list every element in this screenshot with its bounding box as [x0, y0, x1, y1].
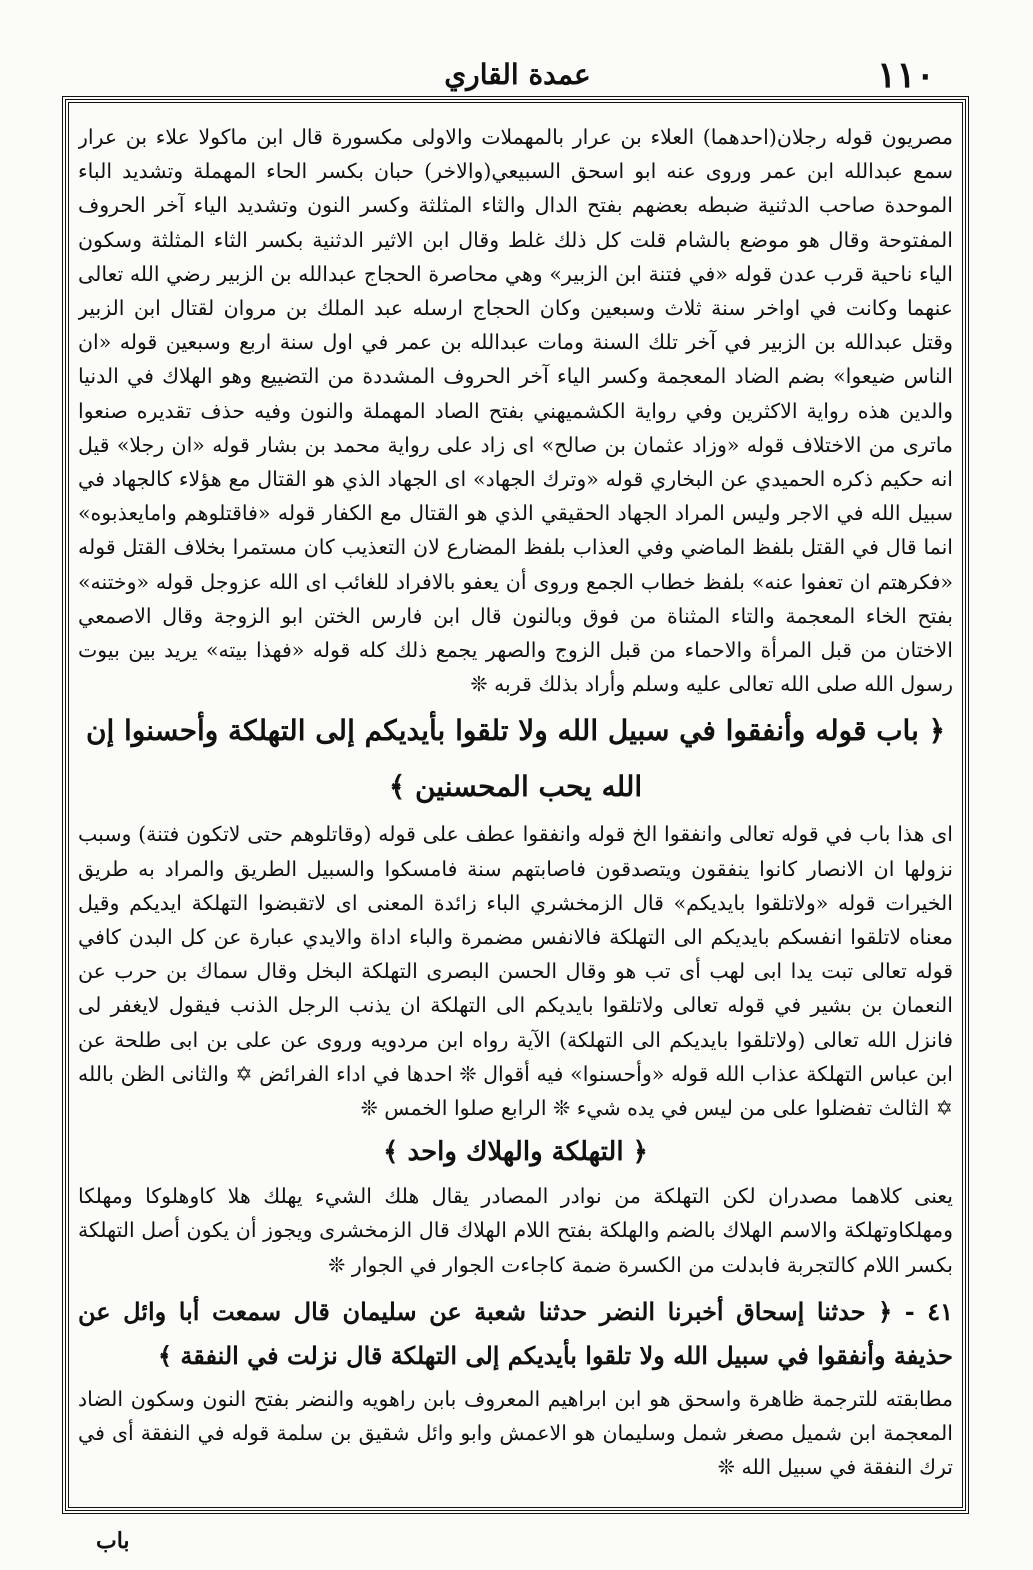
running-title: عمدة القاري	[444, 58, 591, 91]
chapter-heading: ﴿ باب قوله وأنفقوا في سبيل الله ولا تلقوا بأيديكم إلى التهلكة وأحسنوا إن الله يحب المحسنين ﴾	[85, 714, 946, 804]
catchword: باب	[96, 1528, 130, 1554]
page-body	[78, 120, 953, 1500]
commentary-paragraph-1: مصريون قوله رجلان(احدهما) العلاء بن عرار بالمهملات والاولى مكسورة قال ابن ماكولا علاء بن عرار سمع عبدالله ابن عمر وروى عنه ابو اسحق السبيعي(والاخر) حبان بكسر الحاء المهملة وتشديد الباء الموحدة صاحب الدثنية ضبطه بعضهم بفتح الدال والثاء المثلثة وكسر النون وتشديد الياء آخر الحروف المفتوحة وقال هو موضع بالشام قلت كل ذلك غلط وقال ابن الاثير الدثنية بكسر الثاء المثلثة وسكون الياء ناحية قرب عدن قوله «في فتنة ابن الزبير» وهي محاصرة الحجاج عبدالله بن الزبير رضي الله تعالى عنهما وكانت في اواخر سنة ثلاث وسبعين وكان الحجاج ارسله عبد الملك بن مروان لقتال ابن الزبير وقتل عبدالله بن الزبير في آخر تلك السنة ومات عبدالله بن عمر في اول سنة اربع وسبعين قوله «ان الناس ضيعوا» بضم الضاد المعجمة وكسر الياء آخر الحروف المشددة من التضييع وهو الهلاك في الدنيا والدين هذه رواية الاكثرين وفي رواية الكشميهني بفتح الصاد المهملة والنون وفيه حذف تقديره صنعوا ماترى من الاختلاف قوله «وزاد عثمان بن صالح» اى زاد على رواية محمد بن بشار قوله «ان رجلا» قيل انه حكيم ذكره الحميدي عن البخاري قوله «وترك الجهاد» اى الجهاد الذي هو القتال مع هؤلاء كالجهاد في سبيل الله في الاجر وليس المراد الجهاد الحقيقي الذي هو القتال مع الكفار قوله «فاقتلوهم وامايعذبوه» انما قال في القتل بلفظ الماضي وفي العذاب بلفظ المضارع لان التعذيب كان مستمرا بخلاف القتل قوله «فكرهتم ان تعفوا عنه» بلفظ خطاب الجمع وروى أن يعفو بالافراد للغائب اى الله عزوجل قوله «وختنه» بفتح الخاء المعجمة والتاء المثناة من فوق وبالنون قال ابن فارس الختن ابو الزوجة وقال الاصمعي الاختان من قبل المرأة والاحماء من قبل الزوج والصهر يجمع ذلك كله قوله «فهذا بيته» يريد بين بيوت رسول الله صلى الله تعالى عليه وسلم وأراد بذلك قربه ❊	[78, 125, 953, 697]
commentary-paragraph-3: يعنى كلاهما مصدران لكن التهلكة من نوادر المصادر يقال هلك الشيء يهلك هلا كاوهلوكا ومهلكا ومهلكاوتهلكة والاسم الهلاك بالضم والهلكة بفتح اللام الهلاك قال الزمخشرى ويجوز أن يكون أصل التهلكة بكسر اللام كالتجربة فابدلت من الكسرة ضمة كاجاءت الجوار في الجوار ❊	[78, 1184, 953, 1277]
commentary-paragraph-2: اى هذا باب في قوله تعالى وانفقوا الخ قوله وانفقوا عطف على قوله (وقاتلوهم حتى لاتكون فتنة) وسبب نزولها ان الانصار كانوا ينفقون ويتصدقون فاصابتهم سنة فامسكوا والسبيل الطريق والمراد به طريق الخيرات قوله «ولاتلقوا بايديكم» قال الزمخشري الباء زائدة المعنى اى لاتقبضوا التهلكة ايديكم وقيل معناه لاتلقوا انفسكم بايديكم الى التهلكة فالانفس مضمرة والباء اداة والايدي عبارة عن كل البدن كافي قوله تعالى تبت يدا ابى لهب أى تب هو وقال الحسن البصرى التهلكة البخل وقال سماك بن حرب عن النعمان بن بشير في قوله تعالى ولاتلقوا بايديكم الى التهلكة ان يذنب الرجل الذنب فيقول لايغفر لى فانزل الله تعالى (ولاتلقوا بايديكم الى التهلكة) الآية رواه ابن مردويه وروى عن على بن ابى طلحة عن ابن عباس التهلكة عذاب الله قوله «وأحسنوا» فيه أقوال ❊ احدها في اداء الفرائض ✡ والثانى الظن بالله ✡ الثالث تفضلوا على من ليس في يده شيء ❊ الرابع صلوا الخمس ❊	[78, 822, 953, 1121]
page-number: ١١٠	[876, 54, 935, 96]
sub-heading: ﴿ التهلكة والهلاك واحد ﴾	[383, 1137, 648, 1168]
commentary-paragraph-4: مطابقته للترجمة ظاهرة واسحق هو ابن ابراهيم المعروف بابن راهويه والنضر بفتح النون وسكون الضاد المعجمة ابن شميل مصغر شمل وسليمان هو الاعمش وابو وائل شقيق بن سلمة قوله في النفقة أى في ترك النفقة في سبيل الله ❊	[78, 1386, 953, 1480]
hadith-text: ٤١ - ﴿ حدثنا إسحاق أخبرنا النضر حدثنا شعبة عن سليمان قال سمعت أبا وائل عن حذيفة وأنفقوا في سبيل الله ولا تلقوا بأيديكم إلى التهلكة قال نزلت في النفقة ﴾	[78, 1296, 953, 1370]
page-header	[60, 52, 975, 96]
